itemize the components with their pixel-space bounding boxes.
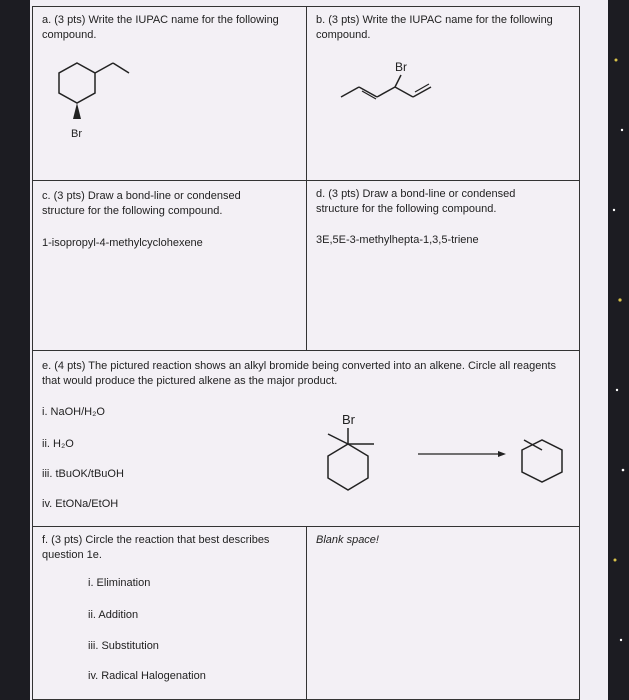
question-e-cell (32, 350, 580, 528)
page-edge-texture (608, 0, 629, 700)
reagent-option-2[interactable]: ii. H₂O (42, 438, 74, 450)
question-c-compound: 1-isopropyl-4-methylcyclohexene (42, 237, 203, 249)
question-d-compound: 3E,5E-3-methylhepta-1,3,5-triene (316, 234, 479, 246)
reaction-type-option-4[interactable]: iv. Radical Halogenation (88, 670, 206, 682)
question-d-cell (306, 180, 580, 352)
double-bond-inner (415, 84, 429, 92)
question-f-cell (32, 526, 308, 700)
bond-1 (341, 87, 359, 97)
cyclohexane-ring (59, 63, 95, 103)
product-ring (522, 440, 562, 482)
question-b-text: b. (3 pts) Write the IUPAC name for the following compound. (316, 14, 553, 41)
wedge-bond (73, 103, 81, 119)
reaction-scheme (298, 396, 568, 536)
ethyl-bond-1 (95, 63, 113, 73)
bond-3 (377, 87, 395, 97)
reaction-type-option-3[interactable]: iii. Substitution (88, 640, 159, 652)
question-e-text: e. (4 pts) The pictured reaction shows an alkyl bromide being converted into an alkene. Circle all reagents that would produce the pictured alkene as the major product. (42, 360, 557, 387)
question-f-text: f. (3 pts) Circle the reaction that best describes question 1e. (42, 534, 270, 561)
worksheet (30, 0, 608, 700)
arrow-head (498, 451, 506, 457)
question-c-cell (32, 180, 308, 352)
blank-space-cell (306, 526, 580, 700)
br-label: Br (342, 412, 355, 427)
br-label: Br (395, 60, 407, 74)
reactant-ring (328, 444, 368, 490)
bond-2 (359, 87, 377, 97)
bond-5 (395, 87, 413, 97)
reaction-type-option-1[interactable]: i. Elimination (88, 577, 151, 589)
bond-4 (395, 75, 401, 87)
question-a-text: a. (3 pts) Write the IUPAC name for the following compound. (42, 14, 279, 41)
question-b-cell (306, 6, 580, 182)
reagent-option-4[interactable]: iv. EtONa/EtOH (42, 498, 119, 510)
question-c-text: c. (3 pts) Draw a bond-line or condensed structure for the following compound. (42, 190, 241, 217)
reaction-type-option-2[interactable]: ii. Addition (88, 609, 139, 621)
question-d-text: d. (3 pts) Draw a bond-line or condensed structure for the following compound. (316, 188, 516, 215)
blank-space-label: Blank space! (316, 534, 379, 546)
reagent-option-1[interactable]: i. NaOH/H₂O (42, 406, 105, 418)
question-b-structure (337, 55, 457, 125)
methyl-bond (328, 434, 348, 444)
ethyl-bond-2 (113, 63, 129, 73)
question-a-cell (32, 6, 308, 182)
br-label: Br (71, 128, 82, 140)
reagent-option-3[interactable]: iii. tBuOK/tBuOH (42, 468, 124, 480)
question-a-structure (43, 45, 163, 145)
